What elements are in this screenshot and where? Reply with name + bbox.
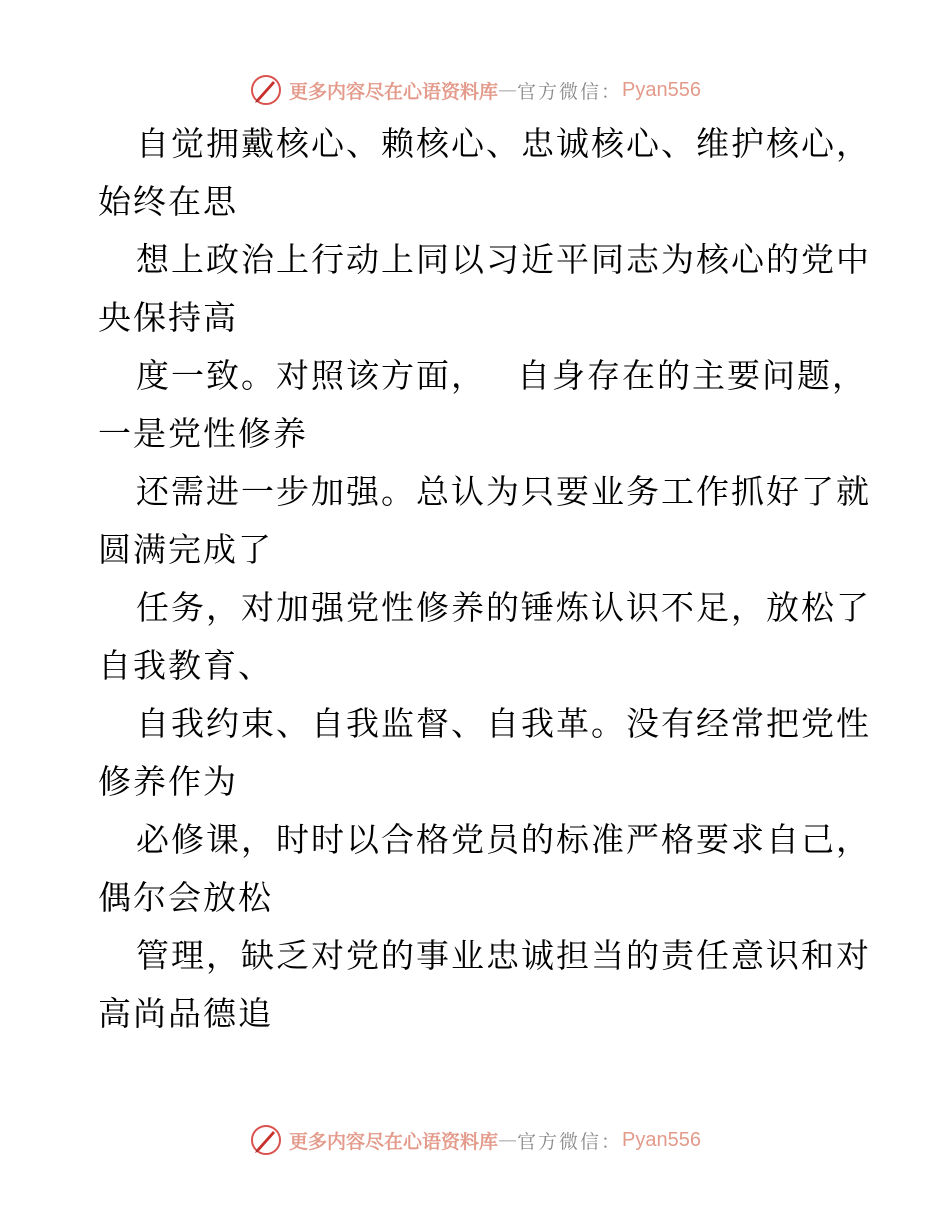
banner-dash: — (498, 1129, 518, 1151)
text-line: 任务，对加强党性修养的锤炼认识不足，放松了 (136, 588, 871, 627)
text-line: 圆满完成了 (98, 530, 273, 569)
text-line: 还需进一步加强。总认为只要业务工作抓好了就 (136, 472, 871, 511)
text-line: 想上政治上行动上同以习近平同志为核心的党中 (136, 240, 871, 279)
banner-site-name: 更多内容尽在心语资料库 (289, 80, 499, 103)
text-line: 必修课，时时以合格党员的标准严格要求自己， (136, 820, 871, 859)
text-line: 始终在思 (98, 182, 238, 221)
text-line: 偶尔会放松 (98, 878, 273, 917)
text-line: 一是党性修养 (98, 414, 308, 453)
text-line: 管理，缺乏对党的事业忠诚担当的责任意识和对 (136, 936, 871, 975)
banner-wechat-id: Pyan556 (622, 78, 701, 101)
document-body (98, 115, 871, 1043)
text-line: 高尚品德追 (98, 994, 273, 1033)
quill-logo-icon (249, 1123, 283, 1157)
banner-wechat-label: 官方微信： (517, 1130, 623, 1153)
banner-wechat-label: 官方微信： (517, 80, 623, 103)
text-line: 度一致。对照该方面， 自身存在的主要问题， (136, 356, 867, 395)
header-banner (0, 70, 950, 110)
text-line: 自我约束、自我监督、自我革。没有经常把党性 (136, 704, 871, 743)
banner-wechat-id: Pyan556 (622, 1128, 701, 1151)
banner-dash: — (498, 79, 518, 101)
text-line: 央保持高 (98, 298, 238, 337)
footer-banner (0, 1120, 950, 1160)
text-line: 修养作为 (98, 762, 238, 801)
text-line: 自我教育、 (98, 646, 273, 685)
text-line: 自觉拥戴核心、赖核心、忠诚核心、维护核心， (136, 124, 871, 163)
banner-site-name: 更多内容尽在心语资料库 (289, 1130, 499, 1153)
quill-logo-icon (249, 73, 283, 107)
